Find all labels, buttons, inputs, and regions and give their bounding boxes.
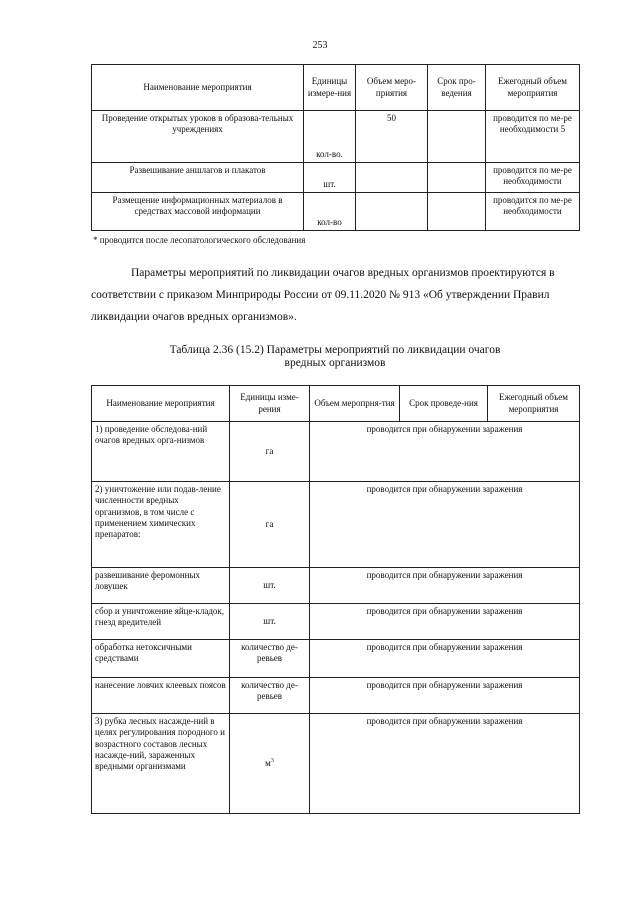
row-name: Размещение информационных материалов в средствах массовой информации	[92, 193, 304, 231]
row-term	[428, 193, 486, 231]
table-caption	[91, 344, 579, 370]
row-unit: кол-во	[304, 193, 356, 231]
header-annual: Ежегодный объем мероприятия	[486, 65, 580, 111]
row-annual: проводится по ме-ре необходимости 5	[486, 111, 580, 163]
table-row	[92, 678, 580, 714]
table-row	[92, 482, 580, 568]
row-unit: кол-во.	[304, 111, 356, 163]
row-unit: шт.	[304, 163, 356, 193]
row-unit: шт.	[230, 604, 310, 640]
events-table-1	[91, 64, 580, 231]
header-unit: Единицы изме-рения	[230, 386, 310, 422]
header-unit: Единицы измере-ния	[304, 65, 356, 111]
body-paragraph: Параметры мероприятий по ликвидации очагов вредных организмов проектируются в соответствии с приказом Минприроды России от 09.11.2020 № 913 «Об утверждении Правил ликвидации очагов вредных организмов».	[91, 267, 555, 323]
row-name: сбор и уничтожение яйце-кладок, гнезд вредителей	[92, 604, 230, 640]
row-unit: шт.	[230, 568, 310, 604]
unit-superscript: 3	[270, 757, 274, 764]
caption-line-1: Таблица 2.36 (15.2) Параметры мероприятий по ликвидации очагов	[169, 344, 501, 356]
row-unit: количество де-ревьев	[230, 678, 310, 714]
row-unit: га	[230, 422, 310, 482]
row-name: 1) проведение обследова-ний очагов вредных орга-низмов	[92, 422, 230, 482]
row-name: обработка нетоксичными средствами	[92, 640, 230, 678]
row-name: нанесение ловчих клеевых поясов	[92, 678, 230, 714]
table-row	[92, 640, 580, 678]
row-note: проводится при обнаружении заражения	[310, 640, 580, 678]
table-row	[92, 163, 580, 193]
row-note: проводится при обнаружении заражения	[310, 568, 580, 604]
table-row	[92, 604, 580, 640]
table-row	[92, 714, 580, 814]
row-volume: 50	[356, 111, 428, 163]
row-name: Проведение открытых уроков в образова-тельных учреждениях	[92, 111, 304, 163]
row-note: проводится при обнаружении заражения	[310, 482, 580, 568]
row-name: Развешивание аншлагов и плакатов	[92, 163, 304, 193]
row-unit	[230, 714, 310, 814]
row-name: 2) уничтожение или подав-ление численности вредных организмов, в том числе с применением химических препаратов:	[92, 482, 230, 568]
header-term: Срок про-ведения	[428, 65, 486, 111]
table-row	[92, 111, 580, 163]
header-volume: Объем меропрня-тия	[310, 386, 400, 422]
header-volume: Объем меро-приятия	[356, 65, 428, 111]
caption-line-2: вредных организмов	[284, 357, 386, 369]
unit-base: м	[265, 757, 271, 768]
header-annual: Ежегодный объем мероприятия	[488, 386, 580, 422]
row-term	[428, 111, 486, 163]
row-note: проводится при обнаружении заражения	[310, 714, 580, 814]
table-row	[92, 568, 580, 604]
table-row	[92, 422, 580, 482]
row-unit: га	[230, 482, 310, 568]
table-row	[92, 193, 580, 231]
row-note: проводится при обнаружении заражения	[310, 422, 580, 482]
row-volume	[356, 193, 428, 231]
row-unit: количество де-ревьев	[230, 640, 310, 678]
row-name: 3) рубка лесных насажде-ний в целях регулирования породного и возрастного составов лесных насажде-ний, зараженных вредными организмами	[92, 714, 230, 814]
row-volume	[356, 163, 428, 193]
row-note: проводится при обнаружении заражения	[310, 604, 580, 640]
row-note: проводится при обнаружении заражения	[310, 678, 580, 714]
header-name: Наименование мероприятия	[92, 386, 230, 422]
row-annual: проводится по ме-ре необходимости	[486, 163, 580, 193]
page-number: 253	[312, 40, 328, 51]
row-name: развешивание феромонных ловушек	[92, 568, 230, 604]
header-term: Срок проведе-ния	[400, 386, 488, 422]
events-table-2	[91, 385, 580, 814]
row-term	[428, 163, 486, 193]
footnote: * проводится после лесопатологического обследования	[93, 235, 306, 245]
header-name: Наименование мероприятия	[92, 65, 304, 111]
row-annual: проводится по ме-ре необходимости	[486, 193, 580, 231]
